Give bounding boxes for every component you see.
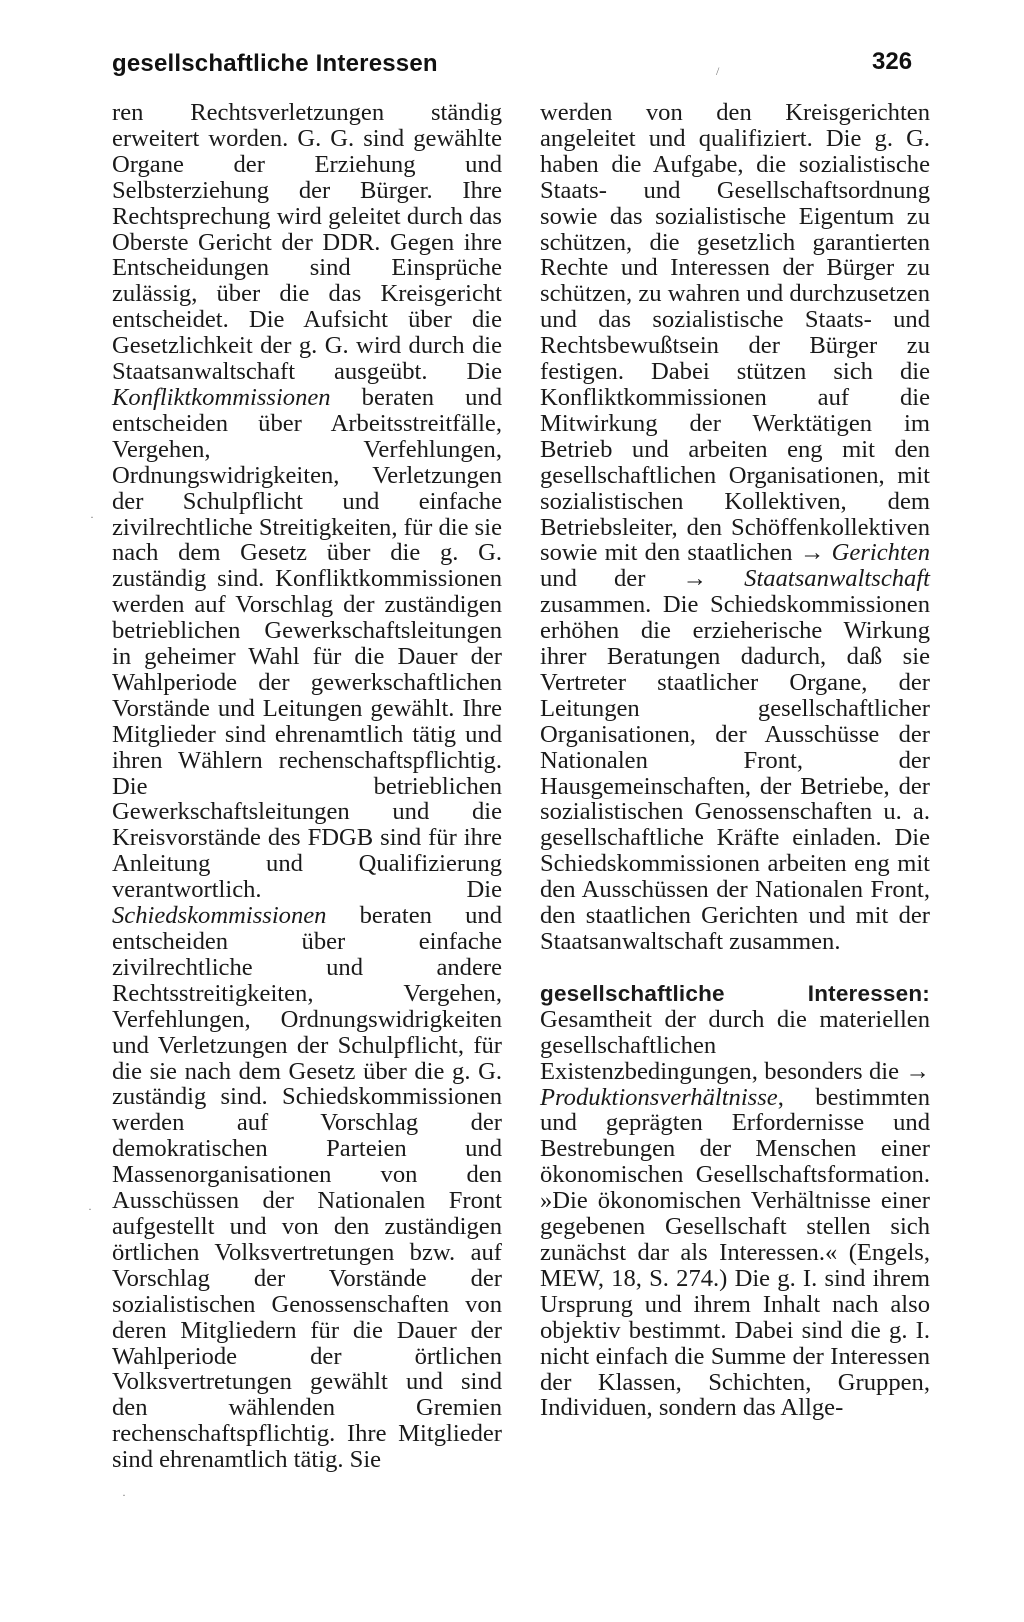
scan-speck: · — [122, 1488, 126, 1502]
cross-reference-arrow: → — [905, 1057, 930, 1085]
right-text-part-2: und der — [540, 565, 683, 593]
right-paragraph-continuation — [540, 100, 930, 955]
cross-reference-arrow: → — [682, 565, 745, 593]
term-schiedskommissionen: Schiedskommissionen — [112, 902, 327, 930]
left-column — [112, 100, 502, 1473]
right-text-part-1: werden von den Kreisgerichten angeleitet und qualifiziert. Die g. G. haben die Aufgabe, die sozialistische Staats- und Gesellschaftsordnung sowie das sozialistische Eigentum zu schützen, die gesetzlich garantierten Rechte und Interessen der Bürger zu schützen, zu wahren und durchzusetzen und das sozialistische Staats- und Rechtsbewußtsein der Bürger zu festigen. Dabei stützen sich die Konfliktkommissionen auf die Mitwirkung der Werktätigen im Betrieb und arbeiten eng mit den gesellschaftlichen Organisationen, mit sozialistischen Kollektiven, dem Betriebsleiter, den Schöffenkollektiven sowie mit den staatlichen — [540, 99, 930, 567]
entry-text-part-1: Gesamtheit der durch die materiellen gesellschaftlichen Existenzbedingungen, besonders die — [540, 1005, 930, 1085]
right-column — [540, 100, 930, 1421]
page-number: 326 — [872, 48, 913, 75]
left-paragraph — [112, 100, 502, 1473]
running-head: gesellschaftliche Interessen — [112, 50, 438, 77]
left-text-part-3: beraten und entscheiden über einfache zivilrechtliche und andere Rechtsstreitigkeiten, Vergehen, Verfehlungen, Ordnungswidrigkeiten und Verletzungen der Schulpflicht, für die sie nach dem Gesetz über die g. G. zuständig sind. Schiedskommissionen werden auf Vorschlag der demokratischen Parteien und Massenorganisationen von den Ausschüssen der Nationalen Front aufgestellt und von den zuständigen örtlichen Volksvertretungen bzw. auf Vorschlag der Vorstände der sozialistischen Genossenschaften von deren Mitgliedern für die Dauer der Wahlperiode der örtlichen Volksvertretungen gewählt und sind den wählenden Gremien rechenschaftspflichtig. Ihre Mitglieder sind ehrenamtlich tätig. Sie — [112, 902, 502, 1474]
entry-headword: gesellschaftliche Interessen: — [540, 980, 930, 1006]
cross-reference-produktionsverhaeltnisse[interactable]: Produktionsverhältnisse — [540, 1083, 778, 1111]
scan-speck: / — [716, 64, 720, 78]
scan-speck: · — [90, 510, 94, 524]
entry-gesellschaftliche-interessen — [540, 981, 930, 1421]
right-text-part-3: zusammen. Die Schiedskommissionen erhöhen die erzieherische Wirkung ihrer Beratungen dadurch, daß sie Vertreter staatlicher Organe, der Leitungen gesellschaftlicher Organisationen, der Ausschüsse der Nationalen Front, der Hausgemeinschaften, der Betriebe, der sozialistischen Genossenschaften u. a. gesellschaftliche Kräfte einladen. Die Schiedskommissionen arbeiten eng mit den Ausschüssen der Nationalen Front, den staatlichen Gerichten und mit der Staatsanwaltschaft zusammen. — [540, 591, 930, 955]
term-konfliktkommissionen: Konfliktkommissionen — [112, 383, 331, 411]
left-text-part-2: beraten und entscheiden über Arbeitsstreitfälle, Vergehen, Verfehlungen, Ordnungswidrigkeiten, Verletzungen der Schulpflicht und einfache zivilrechtliche Streitigkeiten, für die sie nach dem Gesetz über die g. G. zuständig sind. Konfliktkommissionen werden auf Vorschlag der zuständigen betrieblichen Gewerkschaftsleitungen in geheimer Wahl für die Dauer der Wahlperiode der gewerkschaftlichen Vorstände und Leitungen gewählt. Ihre Mitglieder sind ehrenamtlich tätig und ihren Wählern rechenschaftspflichtig. Die betrieblichen Gewerkschaftsleitungen und die Kreisvorstände des FDGB sind für ihre Anleitung und Qualifizierung verantwortlich. Die — [112, 383, 502, 904]
entry-separator — [540, 955, 930, 981]
scan-speck: · — [88, 1202, 92, 1216]
entry-text-part-2: , bestimmten und geprägten Erfordernisse und Bestrebungen der Menschen einer ökonomischen Gesellschaftsformation. »Die ökonomischen Verhältnisse einer gegebenen Gesellschaft stellen sich zunächst dar als Interessen.« (Engels, MEW, 18, S. 274.) Die g. I. sind ihrem Ursprung und ihrem Inhalt nach also objektiv bestimmt. Dabei sind die g. I. nicht einfach die Summe der Interessen der Klassen, Schichten, Gruppen, Individuen, sondern das Allge- — [540, 1083, 930, 1422]
left-text-part-1: ren Rechtsverletzungen ständig erweitert worden. G. G. sind gewählte Organe der Erziehung und Selbsterziehung der Bürger. Ihre Rechtsprechung wird geleitet durch das Oberste Gericht der DDR. Gegen ihre Entscheidungen sind Einsprüche zulässig, über die das Kreisgericht entscheidet. Die Aufsicht über die Gesetzlichkeit der g. G. wird durch die Staatsanwaltschaft ausgeübt. Die — [112, 99, 502, 386]
cross-reference-arrow: → — [799, 539, 832, 567]
cross-reference-staatsanwaltschaft[interactable]: Staatsanwaltschaft — [744, 565, 930, 593]
cross-reference-gerichten[interactable]: Gerichten — [831, 539, 930, 567]
